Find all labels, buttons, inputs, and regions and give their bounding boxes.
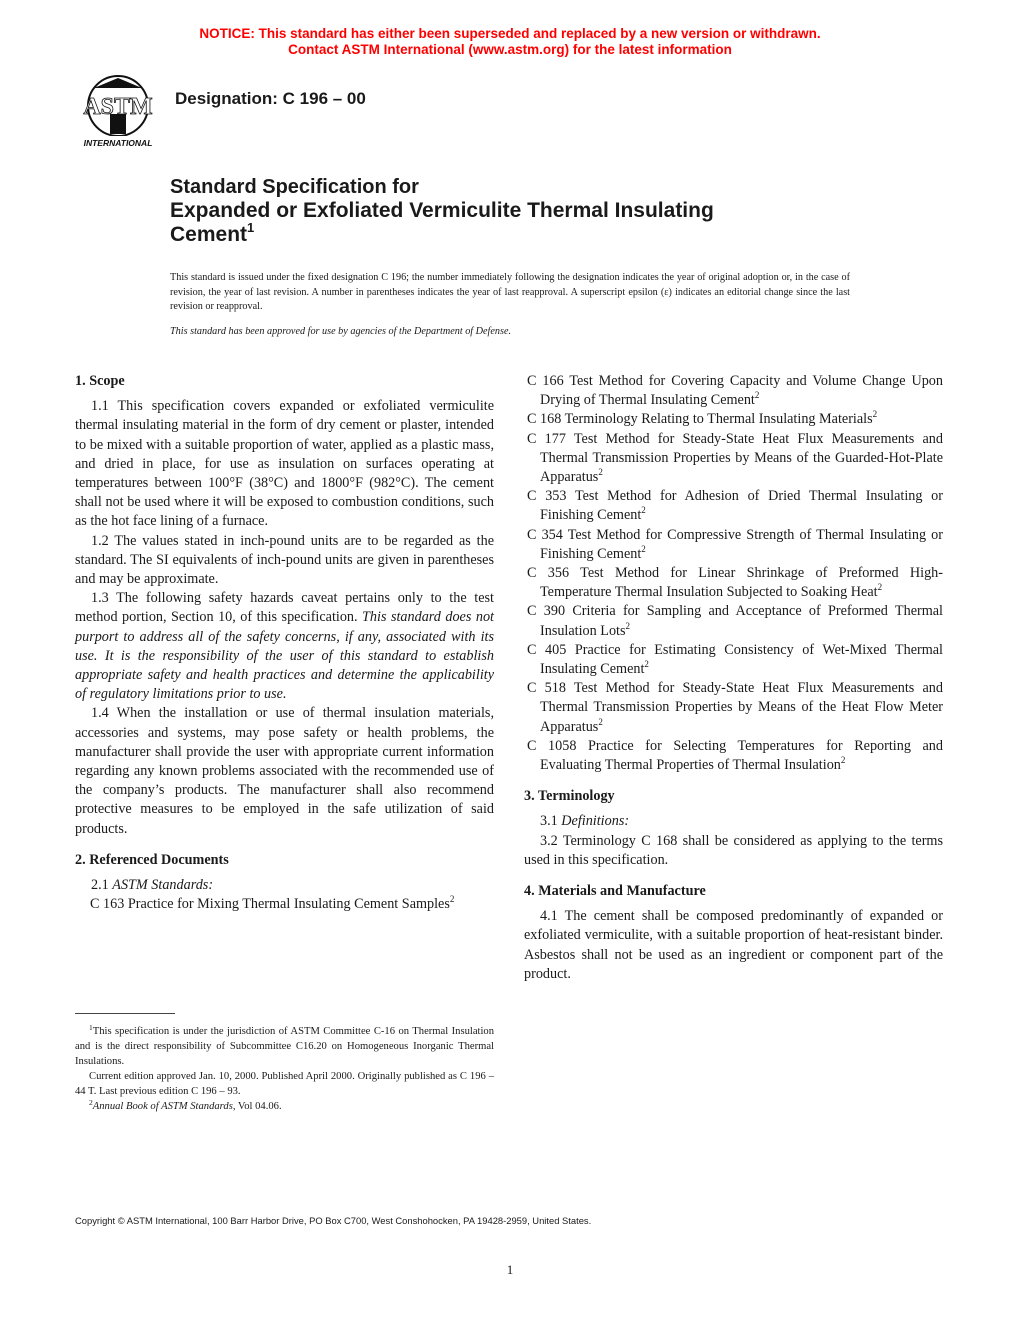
ref-c390[interactable]: C 390 Criteria for Sampling and Acceptance of Preformed Thermal Insulation Lots$^2$: [527, 603, 943, 639]
footnote-divider: [75, 1013, 175, 1014]
footnote-2: $^2$Annual Book of ASTM Standards, Vol 04.06.: [89, 1098, 282, 1112]
dod-approval-note: This standard has been approved for use by agencies of the Department of Defense.: [170, 326, 512, 337]
logo-text: ASTM: [83, 94, 153, 120]
section-4-heading: 4. Materials and Manufacture: [524, 883, 706, 900]
title-line-3: Cement$^1$: [170, 220, 255, 246]
ref-c518[interactable]: C 518 Test Method for Steady-State Heat Flux Measurements and Thermal Transmission Properties by Means of the Heat Flow Meter Apparatus$^2$: [527, 680, 943, 735]
notice-banner: [0, 26, 1020, 58]
ref-c177[interactable]: C 177 Test Method for Steady-State Heat Flux Measurements and Thermal Transmission Properties by Means of the Guarded-Hot-Plate Apparatus$^2$: [527, 430, 943, 486]
ref-c405[interactable]: C 405 Practice for Estimating Consistency of Wet-Mixed Thermal Insulating Cement$^2$: [527, 641, 943, 678]
para-1-2: 1.2 The values stated in inch-pound units are to be regarded as the standard. The SI equivalents of inch-pound units are given in parentheses and may be approximate.: [75, 532, 494, 588]
ref-c168[interactable]: C 168 Terminology Relating to Thermal Insulating Materials$^2$: [527, 409, 878, 428]
footnotes: [75, 1024, 494, 1114]
logo-subtext: INTERNATIONAL: [83, 138, 153, 148]
ref-c354[interactable]: C 354 Test Method for Compressive Strength of Thermal Insulating or Finishing Cement$^2$: [527, 526, 943, 562]
para-1-4: 1.4 When the installation or use of thermal insulation materials, accessories and systems, may pose safety or health problems, the manufacturer shall provide the user with appropriate current information regarding any known problems associated with the recommended use of the company’s products. The manufacturer shall also recommend protective measures to be employed in the safe utilization of said products.: [75, 705, 494, 837]
notice-line-1: NOTICE: This standard has either been superseded and replaced by a new version or withdrawn.: [199, 26, 821, 41]
para-2-1: 2.1 ASTM Standards:: [91, 877, 214, 894]
page-number: 1: [506, 1262, 514, 1277]
para-3-2: 3.2 Terminology C 168 shall be considered as applying to the terms used in this specification.: [524, 832, 943, 868]
footnote-1-edition: Current edition approved Jan. 10, 2000. Published April 2000. Originally published as C 196 – 44 T. Last previous edition C 196 – 93.: [75, 1071, 494, 1097]
ref-c353[interactable]: C 353 Test Method for Adhesion of Dried Thermal Insulating or Finishing Cement$^2$: [527, 488, 943, 524]
section-2-heading: 2. Referenced Documents: [75, 851, 229, 868]
copyright-notice: Copyright © ASTM International, 100 Barr Harbor Drive, PO Box C700, West Conshohocken, PA 19428-2959, United States.: [75, 1215, 592, 1226]
section-1-heading: 1. Scope: [75, 373, 125, 389]
ref-c1058[interactable]: C 1058 Practice for Selecting Temperatures for Reporting and Evaluating Thermal Properties of Thermal Insulation$^2$: [527, 737, 943, 774]
title-line-1: Standard Specification for: [170, 176, 419, 198]
ref-c163[interactable]: C 163 Practice for Mixing Thermal Insulating Cement Samples$^2$: [90, 894, 455, 913]
notice-line-2: Contact ASTM International (www.astm.org) for the latest information: [288, 42, 732, 57]
astm-logo: [74, 74, 162, 152]
issuance-note: This standard is issued under the fixed designation C 196; the number immediately following the designation indicates the year of original adoption or, in the case of revision, the year of last revision. A number in parentheses indicates the year of last reapproval. A superscript epsilon (ε) indicates an editorial change since the last revision or reapproval.: [170, 272, 850, 313]
title-line-2: Expanded or Exfoliated Vermiculite Thermal Insulating: [170, 199, 714, 222]
para-3-1: 3.1 Definitions:: [540, 813, 630, 830]
title-footnote-marker[interactable]: 1: [247, 220, 255, 235]
para-4-1: 4.1 The cement shall be composed predominantly of expanded or exfoliated vermiculite, with a suitable proportion of heat-resistant binder. Asbestos shall not be used as an ingredient or component part of the product.: [524, 908, 943, 982]
left-column: [75, 372, 494, 914]
right-column: [524, 372, 943, 984]
ref-c166[interactable]: C 166 Test Method for Covering Capacity and Volume Change Upon Drying of Thermal Insulating Cement$^2$: [527, 373, 943, 409]
para-1-1: 1.1 This specification covers expanded or exfoliated vermiculite thermal insulating material in the form of dry cement or plaster, intended to be mixed with a suitable proportion of water, applied as a plastic mass, and dried in place, for use as insulation on surfaces operating at temperatures between 100°F (38°C) and 1800°F (982°C). The cement shall not be used where it will be exposed to combustion conditions, such as the hot face lining of a furnace.: [75, 398, 494, 530]
ref-c356[interactable]: C 356 Test Method for Linear Shrinkage of Preformed High-Temperature Thermal Insulation Subjected to Soaking Heat$^2$: [527, 565, 943, 601]
designation: Designation: C 196 – 00: [175, 89, 366, 108]
document-title: [170, 175, 890, 247]
section-3-heading: 3. Terminology: [524, 788, 615, 805]
footnote-1: $^1$This specification is under the jurisdiction of ASTM Committee C-16 on Thermal Insulation and is the direct responsibility of Subcommittee C16.20 on Homogeneous Inorganic Thermal Insulations.: [75, 1023, 494, 1067]
para-1-3: 1.3 The following safety hazards caveat pertains only to the test method portion, Section 10, of this specification. This standard does not purport to address all of the safety concerns, if any, associated with its use. It is the responsibility of the user of this standard to establish appropriate safety and health practices and determine the applicability of regulatory limitations prior to use.: [75, 590, 494, 703]
